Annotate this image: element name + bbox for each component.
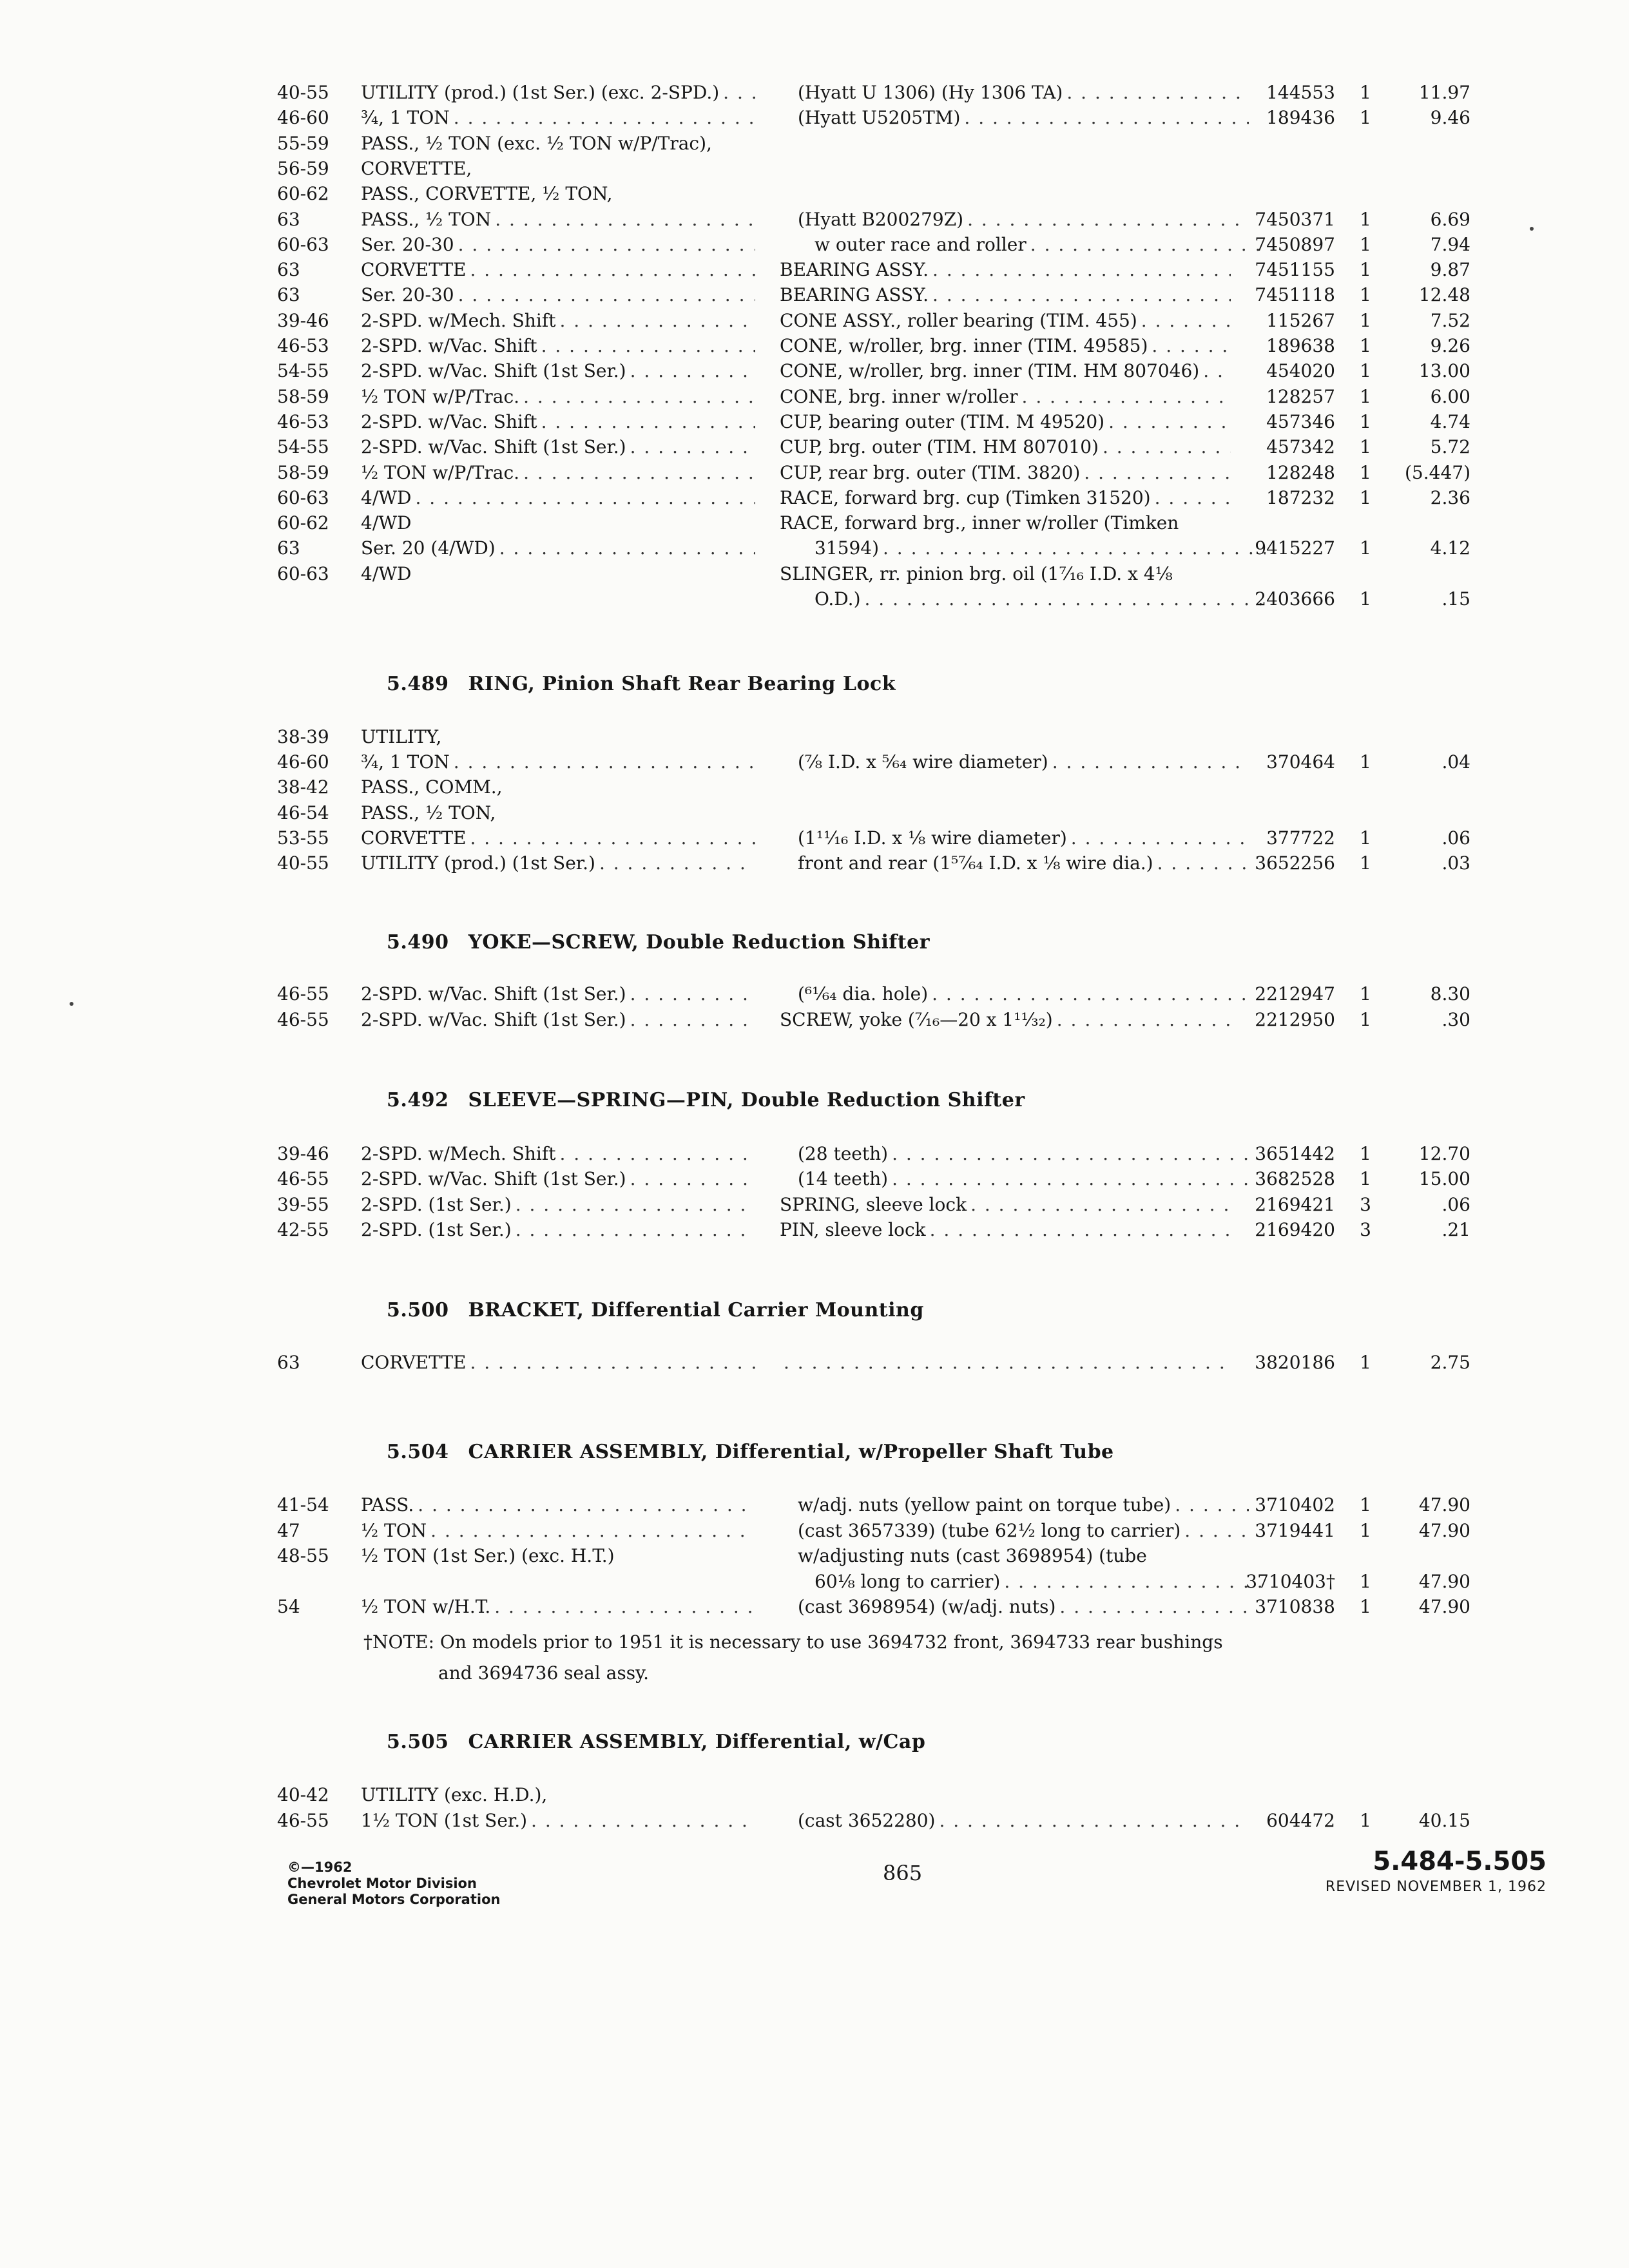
price-cell: 5.72 — [1430, 436, 1470, 458]
description-cell: PIN, sleeve lock . . . — [780, 1217, 1231, 1243]
description-cell: CONE, w/roller, brg. inner (TIM. HM 807046) . . . — [780, 358, 1231, 384]
price-cell: 15.00 — [1418, 1168, 1470, 1190]
description-cell: (cast 3657339) (tube 62½ long to carrier) . . . — [780, 1518, 1249, 1544]
years-cell: 54 — [277, 1596, 300, 1617]
model-cell: Ser. 20 (4/WD) . . . — [361, 535, 755, 561]
years-cell: 39-55 — [277, 1193, 329, 1215]
quantity-cell: 1 — [1360, 852, 1371, 874]
table-row — [0, 586, 1629, 612]
footer-division: Chevrolet Motor Division — [287, 1876, 477, 1891]
model-cell: PASS., ½ TON . . . — [361, 207, 755, 233]
part-number-cell: 7450897 — [1255, 233, 1335, 255]
table-row — [0, 1518, 1629, 1544]
price-cell: 12.70 — [1418, 1143, 1470, 1164]
table-row — [0, 1141, 1629, 1167]
part-number-cell: 2169421 — [1255, 1193, 1335, 1215]
years-cell: 54-55 — [277, 360, 329, 382]
table-row — [0, 1594, 1629, 1620]
years-cell: 53-55 — [277, 827, 329, 849]
section-note — [363, 1627, 1223, 1689]
quantity-cell: 1 — [1360, 436, 1371, 458]
quantity-cell: 1 — [1360, 284, 1371, 306]
section-title: RING, Pinion Shaft Rear Bearing Lock — [468, 673, 896, 695]
quantity-cell: 1 — [1360, 1168, 1371, 1190]
years-cell: 46-55 — [277, 1009, 329, 1030]
model-cell: 2-SPD. w/Vac. Shift (1st Ser.) . . . — [361, 1007, 755, 1033]
description-cell: CONE ASSY., roller bearing (TIM. 455) . . . — [780, 308, 1231, 334]
years-cell: 46-60 — [277, 751, 329, 773]
note-line: †NOTE: On models prior to 1951 it is necessary to use 3694732 front, 3694733 rear bushings — [363, 1631, 1223, 1653]
table-row — [0, 485, 1629, 511]
part-number-cell: 187232 — [1266, 486, 1335, 508]
quantity-cell: 1 — [1360, 259, 1371, 281]
quantity-cell: 1 — [1360, 1494, 1371, 1515]
part-number-cell: 144553 — [1266, 82, 1335, 103]
years-cell: 46-60 — [277, 107, 329, 129]
part-number-cell: 2403666 — [1255, 588, 1335, 610]
price-cell: 47.90 — [1418, 1570, 1470, 1592]
part-number-cell: 3652256 — [1255, 852, 1335, 874]
table-row — [0, 80, 1629, 106]
section-heading — [387, 931, 930, 954]
part-number-cell: 3820186 — [1255, 1352, 1335, 1373]
table-row — [0, 1782, 1629, 1808]
years-cell: 48-55 — [277, 1545, 329, 1566]
model-cell: Ser. 20-30 . . . — [361, 232, 755, 258]
years-cell: 40-42 — [277, 1784, 329, 1805]
table-row — [0, 308, 1629, 334]
price-cell: 9.87 — [1430, 259, 1470, 281]
years-cell: 39-46 — [277, 1143, 329, 1164]
quantity-cell: 1 — [1360, 1570, 1371, 1592]
years-cell: 40-55 — [277, 852, 329, 874]
description-cell: BEARING ASSY. . . . — [780, 282, 1231, 308]
part-number-cell: 2169420 — [1255, 1218, 1335, 1240]
price-cell: .21 — [1441, 1218, 1470, 1240]
description-cell: CUP, brg. outer (TIM. HM 807010) . . . — [780, 434, 1231, 460]
years-cell: 60-62 — [277, 512, 329, 534]
years-cell: 60-63 — [277, 486, 329, 508]
section-number: 5.504 — [387, 1441, 449, 1463]
part-number-cell: 7451155 — [1255, 259, 1335, 281]
section-number: 5.489 — [387, 673, 449, 695]
description-cell: (⁶¹⁄₆₄ dia. hole) . . . — [780, 981, 1249, 1007]
price-cell: 6.00 — [1430, 385, 1470, 407]
model-cell: 2-SPD. w/Mech. Shift . . . — [361, 308, 755, 334]
scan-speck — [1530, 227, 1534, 231]
table-row — [0, 535, 1629, 561]
years-cell: 46-55 — [277, 1810, 329, 1831]
part-number-cell: 7450371 — [1255, 208, 1335, 230]
footer-corporation: General Motors Corporation — [287, 1892, 501, 1907]
part-number-cell: 377722 — [1266, 827, 1335, 849]
years-cell: 60-63 — [277, 562, 329, 584]
years-cell: 38-42 — [277, 776, 329, 798]
description-cell: (⅞ I.D. x ⁵⁄₆₄ wire diameter) . . . — [780, 749, 1249, 775]
table-row — [0, 1543, 1629, 1569]
model-cell: 2-SPD. w/Vac. Shift (1st Ser.) . . . — [361, 434, 755, 460]
footer-copyright: ©—1962 — [287, 1860, 352, 1875]
description-cell: (Hyatt U 1306) (Hy 1306 TA) . . . — [780, 80, 1249, 106]
description-cell: O.D.) . . . — [780, 586, 1266, 612]
table-row — [0, 156, 1629, 182]
table-row — [0, 1569, 1629, 1595]
years-cell: 46-53 — [277, 410, 329, 432]
model-cell: CORVETTE . . . — [361, 1350, 755, 1376]
description-cell: 31594) . . . — [780, 535, 1266, 561]
part-number-cell: 3710402 — [1255, 1494, 1335, 1515]
table-row — [0, 1492, 1629, 1518]
model-cell: PASS., ½ TON (exc. ½ TON w/P/Trac), — [361, 132, 712, 154]
years-cell: 60-63 — [277, 233, 329, 255]
part-number-cell: 7451118 — [1255, 284, 1335, 306]
model-cell: UTILITY (prod.) (1st Ser.) . . . — [361, 850, 755, 876]
model-cell: UTILITY (exc. H.D.), — [361, 1784, 548, 1805]
model-cell: 2-SPD. w/Vac. Shift . . . — [361, 409, 755, 435]
price-cell: 8.30 — [1430, 983, 1470, 1004]
part-number-cell: 3719441 — [1255, 1519, 1335, 1541]
description-cell: SCREW, yoke (⁷⁄₁₆—20 x 1¹¹⁄₃₂) . . . — [780, 1007, 1231, 1033]
quantity-cell: 1 — [1360, 410, 1371, 432]
model-cell: PASS. . . . — [361, 1492, 755, 1518]
description-cell: w outer race and roller . . . — [780, 232, 1266, 258]
table-row — [0, 131, 1629, 157]
table-row — [0, 800, 1629, 826]
years-cell: 46-55 — [277, 983, 329, 1004]
section-title: YOKE—SCREW, Double Reduction Shifter — [468, 931, 930, 954]
part-number-cell: 604472 — [1266, 1810, 1335, 1831]
price-cell: 2.75 — [1430, 1352, 1470, 1373]
years-cell: 40-55 — [277, 82, 329, 103]
description-cell: SPRING, sleeve lock . . . — [780, 1192, 1231, 1218]
description-cell: 60⅛ long to carrier) . . . — [780, 1569, 1266, 1595]
model-cell: UTILITY, — [361, 726, 442, 747]
section-title: SLEEVE—SPRING—PIN, Double Reduction Shifter — [468, 1089, 1025, 1111]
model-cell: PASS., CORVETTE, ½ TON, — [361, 183, 613, 205]
years-cell: 63 — [277, 259, 300, 281]
price-cell: 47.90 — [1418, 1596, 1470, 1617]
table-row — [0, 850, 1629, 876]
years-cell: 63 — [277, 208, 300, 230]
part-number-cell: 457346 — [1266, 410, 1335, 432]
quantity-cell: 1 — [1360, 360, 1371, 382]
model-cell: ½ TON w/H.T. . . . — [361, 1594, 755, 1620]
quantity-cell: 1 — [1360, 1143, 1371, 1164]
quantity-cell: 1 — [1360, 827, 1371, 849]
years-cell: 60-62 — [277, 183, 329, 205]
price-cell: 9.26 — [1430, 335, 1470, 356]
table-row — [0, 1808, 1629, 1834]
page-number: 865 — [883, 1861, 923, 1885]
quantity-cell: 1 — [1360, 335, 1371, 356]
part-number-cell: 3710403† — [1246, 1570, 1335, 1592]
model-cell: 2-SPD. w/Vac. Shift (1st Ser.) . . . — [361, 358, 755, 384]
years-cell: 46-55 — [277, 1168, 329, 1190]
part-number-cell: 2212947 — [1255, 983, 1335, 1004]
section-number: 5.500 — [387, 1299, 449, 1321]
model-cell: PASS., COMM., — [361, 776, 503, 798]
description-cell: SLINGER, rr. pinion brg. oil (1⁷⁄₁₆ I.D. x 4⅛ — [780, 562, 1173, 584]
section-title: CARRIER ASSEMBLY, Differential, w/Propeller Shaft Tube — [468, 1441, 1114, 1463]
section-number: 5.505 — [387, 1731, 449, 1753]
description-cell: CONE, w/roller, brg. inner (TIM. 49585) . . . — [780, 333, 1231, 359]
table-row — [0, 358, 1629, 384]
price-cell: 47.90 — [1418, 1519, 1470, 1541]
price-cell: 40.15 — [1418, 1810, 1470, 1831]
model-cell: UTILITY (prod.) (1st Ser.) (exc. 2-SPD.) . . . — [361, 80, 755, 106]
description-cell — [780, 1350, 1231, 1376]
quantity-cell: 1 — [1360, 1810, 1371, 1831]
note-line: and 3694736 seal assy. — [438, 1662, 650, 1684]
years-cell: 55-59 — [277, 132, 329, 154]
price-cell: 7.94 — [1430, 233, 1470, 255]
quantity-cell: 1 — [1360, 208, 1371, 230]
table-row — [0, 1166, 1629, 1192]
model-cell: 1½ TON (1st Ser.) . . . — [361, 1808, 755, 1834]
table-row — [0, 774, 1629, 800]
quantity-cell: 1 — [1360, 1519, 1371, 1541]
model-cell: Ser. 20-30 . . . — [361, 282, 755, 308]
years-cell: 47 — [277, 1519, 300, 1541]
table-row — [0, 749, 1629, 775]
description-cell: (Hyatt U5205TM) . . . — [780, 105, 1249, 131]
table-row — [0, 561, 1629, 587]
description-cell: CUP, rear brg. outer (TIM. 3820) . . . — [780, 460, 1231, 486]
price-cell: 12.48 — [1418, 284, 1470, 306]
section-heading — [387, 1731, 925, 1753]
model-cell: 2-SPD. (1st Ser.) . . . — [361, 1192, 755, 1218]
footer-imprint — [287, 1860, 500, 1908]
table-row — [0, 333, 1629, 359]
years-cell: 58-59 — [277, 385, 329, 407]
price-cell: .03 — [1441, 852, 1470, 874]
price-cell: 47.90 — [1418, 1494, 1470, 1515]
part-number-cell: 3710838 — [1255, 1596, 1335, 1617]
quantity-cell: 1 — [1360, 983, 1371, 1004]
table-row — [0, 232, 1629, 258]
price-cell: 9.46 — [1430, 107, 1470, 129]
part-number-cell: 457342 — [1266, 436, 1335, 458]
years-cell: 56-59 — [277, 157, 329, 179]
part-number-cell: 454020 — [1266, 360, 1335, 382]
part-number-cell: 370464 — [1266, 751, 1335, 773]
description-cell: CUP, bearing outer (TIM. M 49520) . . . — [780, 409, 1231, 435]
part-number-cell: 128257 — [1266, 385, 1335, 407]
model-cell: 2-SPD. w/Vac. Shift (1st Ser.) . . . — [361, 981, 755, 1007]
table-row — [0, 724, 1629, 750]
price-cell: 6.69 — [1430, 208, 1470, 230]
years-cell: 38-39 — [277, 726, 329, 747]
price-cell: 13.00 — [1418, 360, 1470, 382]
table-row — [0, 1217, 1629, 1243]
price-cell: .30 — [1441, 1009, 1470, 1030]
model-cell: ¾, 1 TON . . . — [361, 749, 755, 775]
quantity-cell: 1 — [1360, 1596, 1371, 1617]
model-cell: 2-SPD. w/Mech. Shift . . . — [361, 1141, 755, 1167]
table-row — [0, 181, 1629, 207]
table-row — [0, 105, 1629, 131]
description-cell: w/adj. nuts (yellow paint on torque tube) . . . — [780, 1492, 1249, 1518]
model-cell: 2-SPD. w/Vac. Shift (1st Ser.) . . . — [361, 1166, 755, 1192]
table-row — [0, 384, 1629, 410]
quantity-cell: 3 — [1360, 1218, 1371, 1240]
quantity-cell: 3 — [1360, 1193, 1371, 1215]
price-cell: .04 — [1441, 751, 1470, 773]
quantity-cell: 1 — [1360, 309, 1371, 331]
quantity-cell: 1 — [1360, 537, 1371, 559]
model-cell: ½ TON . . . — [361, 1518, 755, 1544]
years-cell: 63 — [277, 1352, 300, 1373]
model-cell: 4/WD — [361, 512, 412, 534]
table-row — [0, 1007, 1629, 1033]
part-number-cell: 115267 — [1266, 309, 1335, 331]
section-range: 5.484-5.505 — [1373, 1847, 1547, 1876]
quantity-cell: 1 — [1360, 461, 1371, 483]
section-heading — [387, 1441, 1114, 1463]
description-cell: (28 teeth) . . . — [780, 1141, 1249, 1167]
price-cell: 4.74 — [1430, 410, 1470, 432]
price-cell: 7.52 — [1430, 309, 1470, 331]
section-title: BRACKET, Differential Carrier Mounting — [468, 1299, 924, 1321]
model-cell: ½ TON w/P/Trac. . . . — [361, 384, 755, 410]
years-cell: 41-54 — [277, 1494, 329, 1515]
price-cell: .15 — [1441, 588, 1470, 610]
table-row — [0, 460, 1629, 486]
years-cell: 54-55 — [277, 436, 329, 458]
quantity-cell: 1 — [1360, 486, 1371, 508]
table-row — [0, 510, 1629, 536]
model-cell: 2-SPD. (1st Ser.) . . . — [361, 1217, 755, 1243]
model-cell: 4/WD . . . — [361, 485, 755, 511]
model-cell: CORVETTE . . . — [361, 825, 755, 851]
section-number: 5.492 — [387, 1089, 449, 1111]
description-cell: BEARING ASSY. . . . — [780, 257, 1231, 283]
model-cell: 2-SPD. w/Vac. Shift . . . — [361, 333, 755, 359]
description-cell: (14 teeth) . . . — [780, 1166, 1249, 1192]
price-cell: (5.447) — [1404, 461, 1470, 483]
model-cell: CORVETTE . . . — [361, 257, 755, 283]
quantity-cell: 1 — [1360, 1352, 1371, 1373]
table-row — [0, 1350, 1629, 1376]
price-cell: 11.97 — [1418, 82, 1470, 103]
years-cell: 42-55 — [277, 1218, 329, 1240]
scan-speck — [70, 1002, 73, 1006]
table-row — [0, 257, 1629, 283]
price-cell: 4.12 — [1430, 537, 1470, 559]
table-row — [0, 1192, 1629, 1218]
model-cell: CORVETTE, — [361, 157, 472, 179]
description-cell: RACE, forward brg. cup (Timken 31520) . . . — [780, 485, 1231, 511]
quantity-cell: 1 — [1360, 1009, 1371, 1030]
years-cell: 46-54 — [277, 802, 329, 823]
years-cell: 58-59 — [277, 461, 329, 483]
part-number-cell: 189638 — [1266, 335, 1335, 356]
description-cell: (cast 3652280) . . . — [780, 1808, 1249, 1834]
price-cell: 2.36 — [1430, 486, 1470, 508]
model-cell: ½ TON w/P/Trac. . . . — [361, 460, 755, 486]
part-number-cell: 128248 — [1266, 461, 1335, 483]
model-cell: PASS., ½ TON, — [361, 802, 496, 823]
revised-date: REVISED NOVEMBER 1, 1962 — [1325, 1879, 1547, 1895]
section-heading — [387, 1089, 1025, 1111]
section-heading — [387, 673, 896, 695]
section-number: 5.490 — [387, 931, 449, 954]
quantity-cell: 1 — [1360, 233, 1371, 255]
description-cell: w/adjusting nuts (cast 3698954) (tube — [798, 1545, 1147, 1566]
quantity-cell: 1 — [1360, 107, 1371, 129]
table-row — [0, 981, 1629, 1007]
years-cell: 63 — [277, 537, 300, 559]
description-cell: RACE, forward brg., inner w/roller (Timken — [780, 512, 1179, 534]
table-row — [0, 434, 1629, 460]
table-row — [0, 409, 1629, 435]
price-cell: .06 — [1441, 827, 1470, 849]
table-row — [0, 207, 1629, 233]
description-cell: (Hyatt B200279Z) . . . — [780, 207, 1249, 233]
table-row — [0, 282, 1629, 308]
years-cell: 39-46 — [277, 309, 329, 331]
model-cell: ¾, 1 TON . . . — [361, 105, 755, 131]
description-cell: (cast 3698954) (w/adj. nuts) . . . — [780, 1594, 1249, 1620]
model-cell: 4/WD — [361, 562, 412, 584]
description-cell: CONE, brg. inner w/roller . . . — [780, 384, 1231, 410]
model-cell: ½ TON (1st Ser.) (exc. H.T.) — [361, 1545, 615, 1566]
quantity-cell: 1 — [1360, 588, 1371, 610]
part-number-cell: 3682528 — [1255, 1168, 1335, 1190]
part-number-cell: 189436 — [1266, 107, 1335, 129]
years-cell: 46-53 — [277, 335, 329, 356]
part-number-cell: 2212950 — [1255, 1009, 1335, 1030]
section-title: CARRIER ASSEMBLY, Differential, w/Cap — [468, 1731, 926, 1753]
part-number-cell: 9415227 — [1255, 537, 1335, 559]
table-row — [0, 825, 1629, 851]
price-cell: .06 — [1441, 1193, 1470, 1215]
description-cell: front and rear (1⁵⁷⁄₆₄ I.D. x ⅛ wire dia.) . . . — [780, 850, 1249, 876]
quantity-cell: 1 — [1360, 751, 1371, 773]
quantity-cell: 1 — [1360, 385, 1371, 407]
part-number-cell: 3651442 — [1255, 1143, 1335, 1164]
description-cell: (1¹¹⁄₁₆ I.D. x ⅛ wire diameter) . . . — [780, 825, 1249, 851]
section-heading — [387, 1299, 924, 1321]
quantity-cell: 1 — [1360, 82, 1371, 103]
years-cell: 63 — [277, 284, 300, 306]
